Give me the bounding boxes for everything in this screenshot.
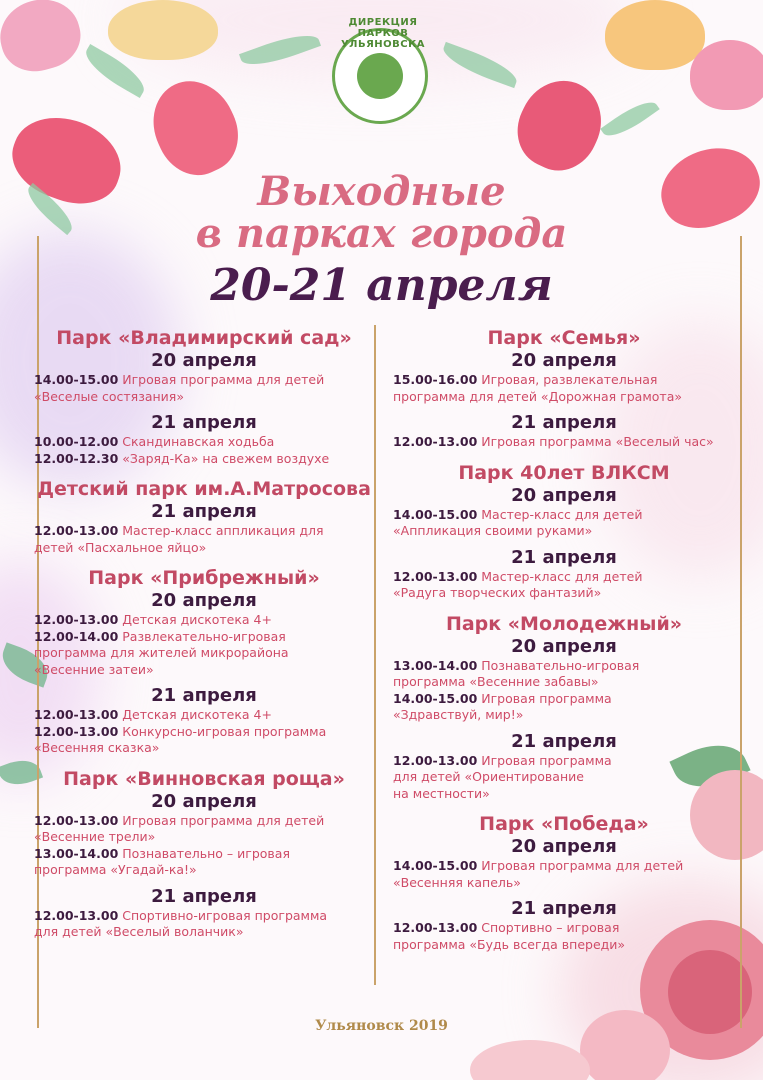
event-text: Развлекательно-игровая bbox=[122, 628, 286, 644]
event-time: 12.00-14.00 bbox=[34, 628, 119, 644]
event-time: 12.00-13.00 bbox=[34, 812, 119, 828]
event-text: Спортивно – игровая bbox=[481, 920, 620, 935]
event-line bbox=[34, 372, 374, 389]
event-time: 14.00-15.00 bbox=[393, 858, 478, 873]
park-block bbox=[34, 326, 374, 467]
event-text: Игровая программа bbox=[481, 690, 612, 706]
park-name: Парк 40лет ВЛКСМ bbox=[458, 461, 670, 484]
event-date: 21 апреля bbox=[151, 412, 257, 433]
event-date: 20 апреля bbox=[511, 350, 617, 371]
event-date: 20 апреля bbox=[511, 484, 617, 506]
spacer bbox=[34, 556, 374, 566]
event-time: 12.00-12.30 bbox=[34, 450, 119, 466]
event-line bbox=[393, 585, 735, 602]
event-line bbox=[34, 846, 374, 863]
event-date: 21 апреля bbox=[511, 412, 617, 433]
park-name: Детский парк им.А.Матросова bbox=[37, 478, 371, 500]
event-date: 21 апреля bbox=[151, 885, 257, 907]
spacer bbox=[34, 678, 374, 685]
park-block bbox=[34, 556, 374, 757]
event-line bbox=[393, 691, 735, 708]
park-block bbox=[393, 326, 735, 451]
event-line bbox=[34, 540, 374, 557]
event-time: 15.00-16.00 bbox=[393, 372, 478, 387]
event-line bbox=[393, 507, 735, 524]
event-line bbox=[34, 724, 374, 741]
event-date: 20 апреля bbox=[151, 590, 257, 611]
event-text: Познавательно – игровая bbox=[122, 845, 290, 861]
event-date: 21 апреля bbox=[151, 501, 257, 522]
event-line bbox=[393, 753, 735, 770]
event-line bbox=[34, 645, 374, 662]
spacer bbox=[393, 891, 735, 898]
event-date: 20 апреля bbox=[151, 790, 257, 812]
event-line bbox=[393, 875, 735, 892]
event-date: 21 апреля bbox=[511, 546, 617, 568]
event-line bbox=[34, 813, 374, 830]
event-text: детей «Пасхальное яйцо» bbox=[34, 539, 207, 555]
event-text: Спортивно-игровая программа bbox=[122, 907, 328, 923]
event-text: «Здравствуй, мир!» bbox=[393, 707, 524, 722]
event-text: «Аппликация своими руками» bbox=[393, 523, 593, 538]
event-line bbox=[393, 707, 735, 724]
event-line bbox=[393, 658, 735, 675]
park-name: Парк «Владимирский сад» bbox=[56, 327, 352, 349]
event-time: 12.00-13.00 bbox=[34, 612, 119, 627]
event-line bbox=[34, 523, 374, 540]
event-text: для детей «Ориентирование bbox=[393, 769, 584, 784]
logo-text: ДИРЕКЦИЯ ПАРКОВ УЛЬЯНОВСКА bbox=[340, 17, 426, 50]
column-divider bbox=[374, 325, 376, 985]
spacer bbox=[393, 540, 735, 547]
event-time: 12.00-13.00 bbox=[393, 434, 478, 449]
park-name: Парк «Семья» bbox=[487, 327, 641, 349]
event-date: 21 апреля bbox=[151, 685, 257, 706]
frame-right-line bbox=[740, 236, 742, 1028]
event-text: «Заряд-Ка» на свежем воздухе bbox=[122, 450, 330, 466]
event-time: 12.00-13.00 bbox=[34, 723, 119, 739]
spacer bbox=[393, 802, 735, 812]
park-block bbox=[34, 467, 374, 556]
logo bbox=[332, 17, 428, 124]
event-line bbox=[393, 569, 735, 586]
event-text: для детей «Веселый воланчик» bbox=[34, 924, 244, 939]
event-time: 12.00-13.00 bbox=[393, 568, 478, 584]
event-text: программа «Угадай-ка!» bbox=[34, 862, 197, 877]
title-dates: 20-21 апреля bbox=[210, 260, 553, 311]
event-line bbox=[34, 389, 374, 406]
spacer bbox=[34, 879, 374, 886]
event-line bbox=[34, 924, 374, 941]
event-text: Детская дискотека 4+ bbox=[122, 612, 272, 627]
spacer bbox=[393, 451, 735, 461]
event-time: 12.00-13.00 bbox=[34, 707, 119, 722]
event-time: 10.00-12.00 bbox=[34, 434, 119, 449]
event-text: Игровая программа bbox=[481, 752, 612, 768]
event-date: 20 апреля bbox=[511, 635, 617, 657]
event-text: Мастер-класс для детей bbox=[481, 568, 643, 584]
event-time: 13.00-14.00 bbox=[393, 657, 478, 673]
event-time: 12.00-13.00 bbox=[393, 920, 478, 935]
event-text: «Весенние трели» bbox=[34, 829, 156, 844]
event-line bbox=[393, 937, 735, 954]
event-line bbox=[34, 451, 374, 468]
spacer bbox=[393, 602, 735, 612]
park-name: Парк «Победа» bbox=[479, 813, 649, 835]
event-time: 14.00-15.00 bbox=[393, 506, 478, 522]
event-time: 14.00-15.00 bbox=[393, 690, 478, 706]
event-date: 20 апреля bbox=[511, 836, 617, 857]
event-line bbox=[34, 629, 374, 646]
event-line bbox=[34, 662, 374, 679]
spacer bbox=[34, 467, 374, 477]
park-block bbox=[393, 602, 735, 803]
footer: Ульяновск 2019 bbox=[315, 1018, 448, 1034]
event-text: Игровая программа для детей bbox=[122, 812, 325, 828]
spacer bbox=[393, 724, 735, 731]
event-line bbox=[393, 674, 735, 691]
event-line bbox=[34, 740, 374, 757]
tree-icon bbox=[357, 53, 403, 99]
event-text: Игровая программа «Веселый час» bbox=[481, 434, 714, 449]
event-text: на местности» bbox=[393, 785, 490, 801]
event-time: 12.00-13.00 bbox=[34, 907, 119, 923]
left-column bbox=[34, 326, 374, 941]
event-text: «Весенняя сказка» bbox=[34, 740, 160, 755]
event-text: Познавательно-игровая bbox=[481, 657, 640, 673]
event-line bbox=[34, 434, 374, 451]
event-text: программа «Будь всегда впереди» bbox=[393, 936, 626, 952]
park-name: Парк «Молодежный» bbox=[445, 612, 683, 635]
right-column bbox=[393, 326, 735, 953]
event-line bbox=[393, 786, 735, 803]
event-date: 20 апреля bbox=[151, 350, 257, 371]
event-line bbox=[34, 862, 374, 879]
title-line1: Выходные bbox=[257, 168, 506, 215]
event-text: Игровая программа для детей bbox=[481, 858, 684, 873]
event-line bbox=[393, 372, 735, 389]
park-block bbox=[393, 802, 735, 953]
event-line bbox=[393, 858, 735, 875]
event-text: «Весенняя капель» bbox=[393, 874, 521, 890]
event-line bbox=[34, 908, 374, 925]
event-time: 14.00-15.00 bbox=[34, 372, 119, 387]
event-text: программа для детей «Дорожная грамота» bbox=[393, 388, 682, 404]
park-block bbox=[393, 451, 735, 602]
event-line bbox=[393, 389, 735, 406]
event-date: 21 апреля bbox=[511, 730, 617, 752]
event-line bbox=[34, 612, 374, 629]
event-text: Скандинавская ходьба bbox=[122, 434, 275, 449]
event-text: программа для жителей микрорайона bbox=[34, 645, 289, 660]
event-time: 12.00-13.00 bbox=[34, 523, 119, 538]
event-text: Детская дискотека 4+ bbox=[122, 707, 272, 722]
event-line bbox=[393, 523, 735, 540]
event-text: «Весенние затеи» bbox=[34, 661, 154, 677]
park-name: Парк «Прибрежный» bbox=[88, 567, 320, 589]
event-line bbox=[34, 829, 374, 846]
event-text: программа «Весенние забавы» bbox=[393, 674, 599, 689]
event-line bbox=[393, 769, 735, 786]
event-line bbox=[34, 707, 374, 724]
spacer bbox=[393, 405, 735, 412]
event-text: «Радуга творческих фантазий» bbox=[393, 585, 602, 600]
event-text: Игровая, развлекательная bbox=[481, 372, 658, 387]
event-date: 21 апреля bbox=[511, 898, 617, 919]
event-text: Игровая программа для детей bbox=[122, 372, 325, 387]
event-line bbox=[393, 920, 735, 937]
event-text: Конкурсно-игровая программа bbox=[122, 723, 327, 739]
spacer bbox=[34, 757, 374, 767]
event-time: 13.00-14.00 bbox=[34, 845, 119, 861]
title-line2: в парках города bbox=[195, 210, 568, 257]
event-text: Мастер-класс аппликация для bbox=[122, 523, 324, 538]
park-block bbox=[34, 757, 374, 941]
spacer bbox=[34, 405, 374, 412]
event-time: 12.00-13.00 bbox=[393, 752, 478, 768]
event-line bbox=[393, 434, 735, 451]
event-text: «Веселые состязания» bbox=[34, 388, 184, 404]
park-name: Парк «Винновская роща» bbox=[63, 767, 345, 790]
event-text: Мастер-класс для детей bbox=[481, 506, 643, 522]
